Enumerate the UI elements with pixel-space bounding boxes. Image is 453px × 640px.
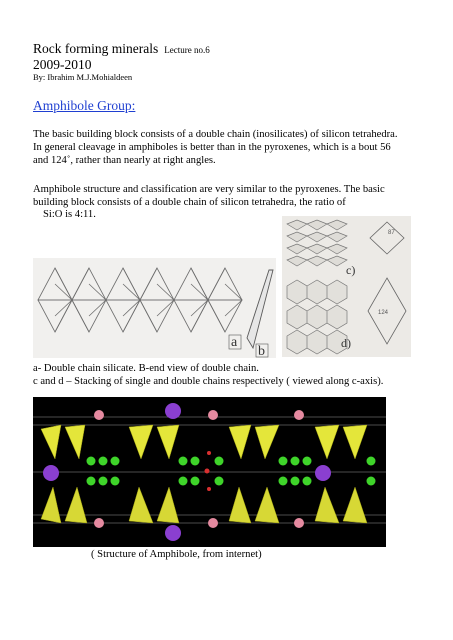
double-chain-figure-ab	[33, 258, 276, 358]
label-d: d)	[341, 336, 351, 350]
doc-title	[33, 41, 210, 57]
angle-124-label: 124	[378, 310, 389, 316]
academic-year: 2009-2010	[33, 57, 92, 72]
double-chain-stack	[287, 280, 347, 354]
angle-87-label: 87	[388, 230, 395, 236]
paragraph-1-line-2: In general cleavage in amphiboles is better than in the pyroxenes, which is a bout 56	[33, 142, 391, 153]
paragraph-1	[33, 128, 428, 167]
figure-2-caption: ( Structure of Amphibole, from internet)	[91, 549, 262, 560]
figure-1-caption	[33, 362, 433, 388]
author-line: By: Ibrahim M.J.Mohialdeen	[33, 72, 133, 82]
ratio-line: Si:O is 4:11.	[43, 209, 96, 220]
paragraph-2-line-1: Amphibole structure and classification are very similar to the pyroxenes. The basic	[33, 184, 385, 195]
lecture-number: Lecture no.6	[164, 45, 210, 55]
paragraph-1-line-3: and 124˚, rather than nearly at right angles.	[33, 155, 216, 166]
label-a: a	[231, 335, 238, 350]
label-b: b	[258, 344, 265, 358]
paragraph-2	[33, 183, 428, 209]
course-title: Rock forming minerals	[33, 41, 159, 56]
amphibole-structure-figure	[33, 397, 386, 547]
section-heading: Amphibole Group:	[33, 98, 136, 113]
figure-1-caption-line-1: a- Double chain silicate. B-end view of double chain.	[33, 363, 259, 374]
paragraph-1-line-1: The basic building block consists of a double chain (inosilicates) of silicon tetrahedra.	[33, 129, 398, 140]
paragraph-2-line-2: building block consists of a double chain of silicon tetrahedra, the ratio of	[33, 197, 346, 208]
figure-1-caption-line-2: c and d – Stacking of single and double chains respectively ( viewed along c-axis).	[33, 376, 384, 387]
label-c: c)	[346, 263, 356, 277]
chain-stacking-figure-cd	[282, 216, 411, 357]
